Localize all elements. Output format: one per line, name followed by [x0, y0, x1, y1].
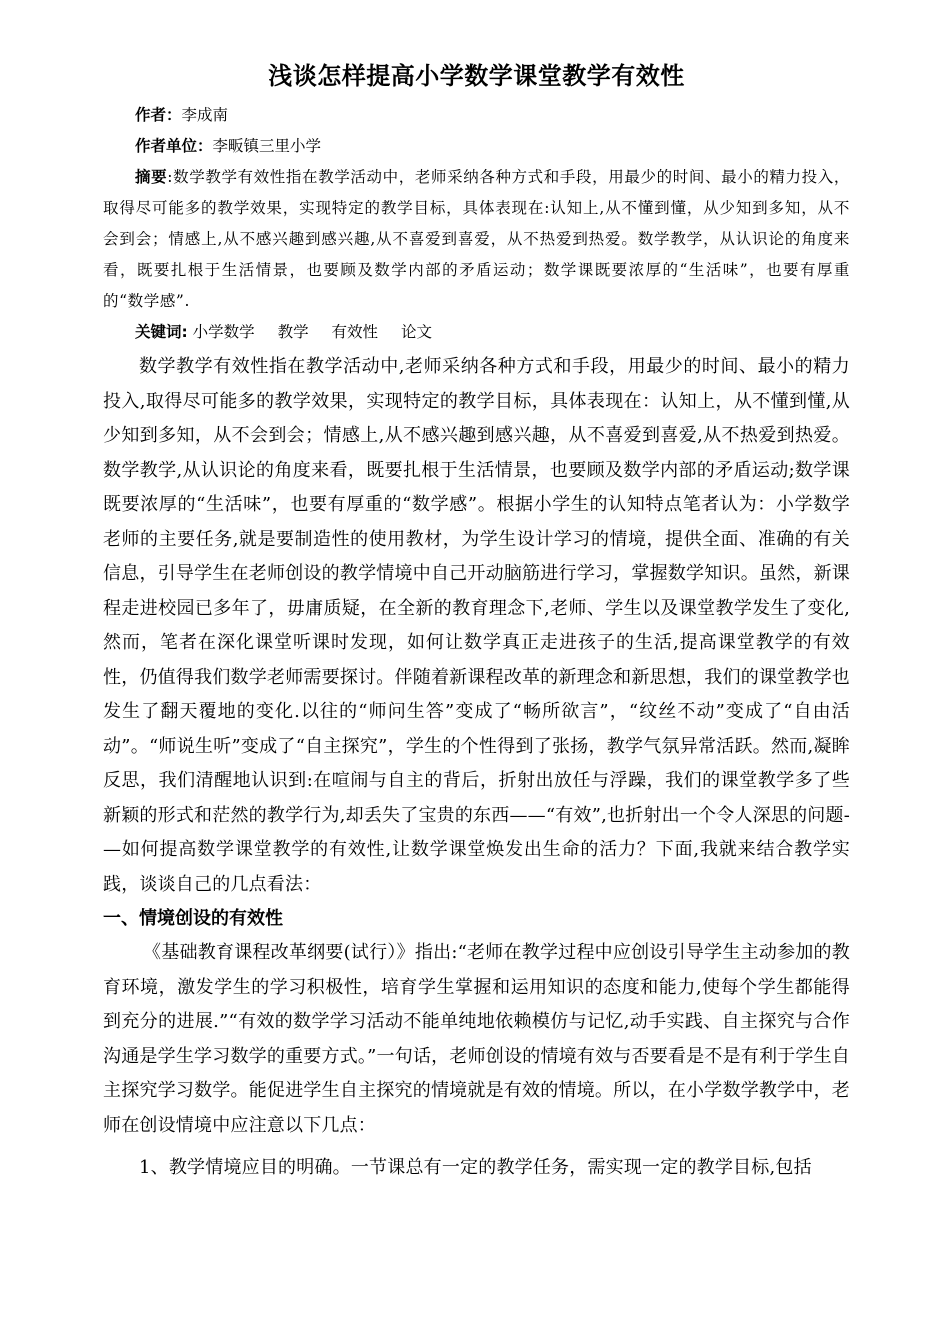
unit-name: 李畈镇三里小学: [212, 137, 322, 155]
unit-label: 作者单位：: [135, 137, 213, 155]
abstract-text: :数学教学有效性指在教学活动中，老师采纳各种方式和手段，用最少的时间、最小的精力投入，取得尽可能多的教学效果，实现特定的教学目标，具体表现在:认知上,从不懂到懂，从少知到多知，从不会到会；情感上,从不感兴趣到感兴趣,从不喜爱到喜爱，从不热爱到热爱。数学教学，从认识论的角度来看，既要扎根于生活情景，也要顾及数学内部的矛盾运动；数学课既要浓厚的“生活味”，也要有厚重的“数学感”.: [103, 168, 851, 310]
abstract-label: 摘要: [135, 168, 168, 186]
keywords-line: [103, 317, 850, 348]
keyword: 论文: [401, 323, 433, 341]
keyword: 有效性: [331, 323, 379, 341]
author-name: 李成南: [181, 106, 229, 124]
keyword: 小学数学: [192, 323, 255, 341]
abstract-paragraph: [103, 162, 850, 317]
author-label: 作者：: [135, 106, 182, 124]
intro-paragraph: 数学教学有效性指在教学活动中,老师采纳各种方式和手段，用最少的时间、最小的精力投入,取得尽可能多的教学效果，实现特定的教学目标，具体表现在：认知上，从不懂到懂,从少知到多知，从不会到会；情感上,从不感兴趣到感兴趣，从不喜爱到喜爱,从不热爱到热爱。数学教学,从认识论的角度来看，既要扎根于生活情景，也要顾及数学内部的矛盾运动;数学课既要浓厚的“生活味”，也要有厚重的“数学感”。根据小学生的认知特点笔者认为：小学数学老师的主要任务,就是要制造性的使用教材，为学生设计学习的情境，提供全面、准确的有关信息，引导学生在老师创设的教学情境中自己开动脑筋进行学习，掌握数学知识。虽然，新课程走进校园已多年了，毋庸质疑，在全新的教育理念下,老师、学生以及课堂教学发生了变化,然而，笔者在深化课堂听课时发现，如何让数学真正走进孩子的生活,提高课堂教学的有效性，仍值得我们数学老师需要探讨。伴随着新课程改革的新理念和新思想，我们的课堂教学也发生了翻天覆地的变化.以往的“师问生答”变成了“畅所欲言”，“纹丝不动”变成了“自由活动”。“师说生听”变成了“自主探究”，学生的个性得到了张扬，教学气氛异常活跃。然而,凝眸反思，我们清醒地认识到:在喧闹与自主的背后，折射出放任与浮躁，我们的课堂教学多了些新颖的形式和茫然的教学行为,却丢失了宝贵的东西——“有效”,也折射出一个令人深思的问题-—如何提高数学课堂教学的有效性,让数学课堂焕发出生命的活力？下面,我就来结合教学实践，谈谈自己的几点看法：: [103, 356, 850, 895]
section-heading: 一、情境创设的有效性: [103, 908, 283, 929]
document-title: 浅谈怎样提高小学数学课堂教学有效性: [268, 62, 685, 90]
keywords-label: 关键词:: [135, 323, 188, 341]
section-paragraph: 《基础教育课程改革纲要(试行）》指出:“老师在教学过程中应创设引导学生主动参加的教育环境，激发学生的学习积极性，培育学生掌握和运用知识的态度和能力,使每个学生都能得到充分的进展.”“有效的数学学习活动不能单纯地依赖模仿与记忆,动手实践、自主探究与合作沟通是学生学习数学的重要方式。”一句话，老师创设的情境有效与否要看是不是有利于学生自主探究学习数学。能促进学生自主探究的情境就是有效的情境。所以，在小学数学教学中，老师在创设情境中应注意以下几点：: [103, 942, 850, 1136]
author-unit-line: [103, 131, 850, 162]
list-item-paragraph: 1、教学情境应目的明确。一节课总有一定的教学任务，需实现一定的教学目标,包括: [139, 1157, 812, 1178]
author-line: [103, 100, 850, 131]
keyword: 教学: [277, 323, 309, 341]
